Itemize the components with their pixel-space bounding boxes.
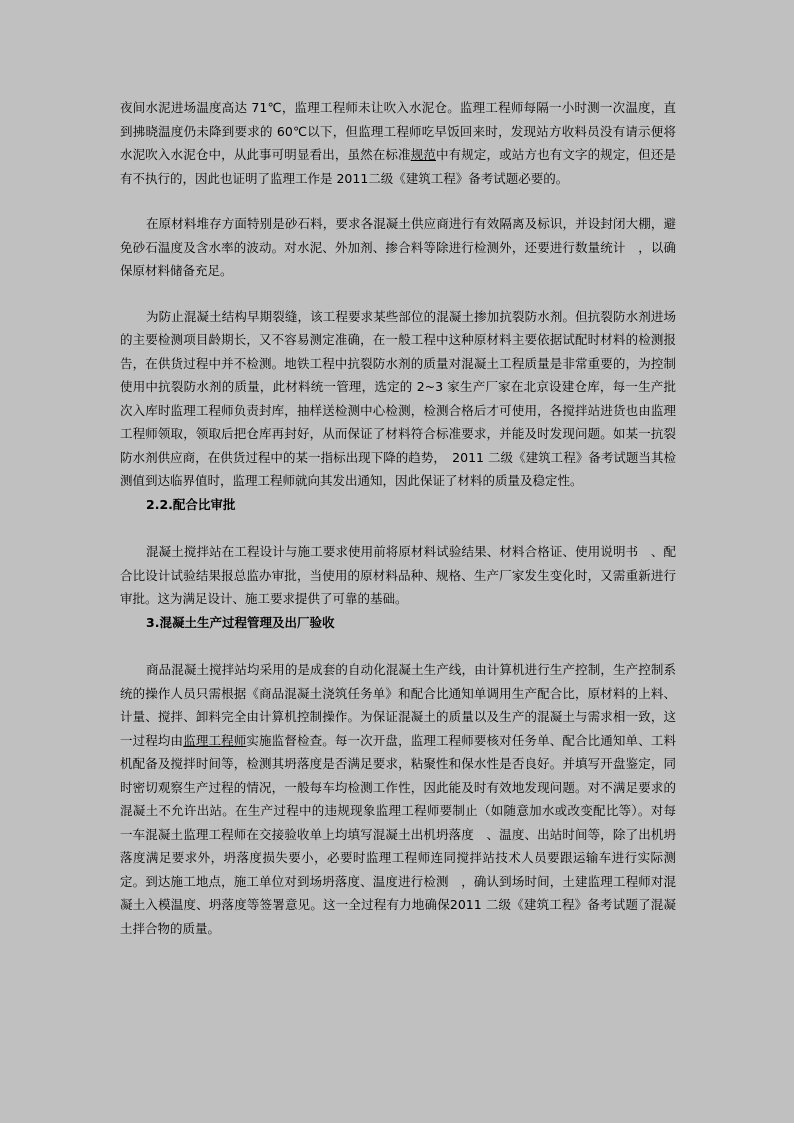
paragraph-production-process: 商品混凝土搅拌站均采用的是成套的自动化混凝土生产线，由计算机进行生产控制，生产控制系统的操作人员只需根据《商品混凝土浇筑任务单》和配合比通知单调用生产配合比，原材料的上料、计量、搅拌、卸料完全由计算机控制操作。为保证混凝土的质量以及生产的混凝土与需求相一致，这一过程均由监理工程师实施监督检查。每一次开盘，监理工程师要核对任务单、配合比通知单、工料机配备及搅拌时间等，检测其坍落度是否满足要求，粘聚性和保水性是否良好。并填写开盘鉴定，同时密切观察生产过程的情况，一般每车均检测工作性，因此能及时有效地发现问题。对不满足要求的混凝土不允许出站。在生产过程中的违规现象监理工程师要制止（如随意加水或改变配比等）。对每一车混凝土监理工程师在交接验收单上均填写混凝土出机坍落度 、温度、出站时间等，除了出机坍落度满足要求外，坍落度损失要小，必要时监理工程师连同搅拌站技术人员要跟运输车进行实际测定。到达施工地点，施工单位对到场坍落度、温度进行检测 ，确认到场时间，土建监理工程师对混凝土入模温度、坍落度等签署意见。这一全过程有力地确保2011 二级《建筑工程》备考试题了混凝土拌合物的质量。 <box>120 662 676 936</box>
paragraph-cement-temperature: 夜间水泥进场温度高达 71℃，监理工程师未让吹入水泥仓。监理工程师每隔一小时测一次温度，直到拂晓温度仍未降到要求的 60℃以下，但监理工程师吃早饭回来时，发现站方收料员没有请示便将水泥吹入水泥仓中，从此事可明显看出，虽然在标准规范中有规定，或站方也有文字的规定，但还是有不执行的，因此也证明了监理工作是 2011二级《建筑工程》备考试题必要的。 <box>120 100 676 186</box>
underlined-term: 规范 <box>410 147 436 162</box>
document-page <box>120 96 676 940</box>
underlined-term: 监理工程师 <box>183 732 247 748</box>
paragraph-anti-crack-agent: 为防止混凝土结构早期裂缝，该工程要求某些部位的混凝土掺加抗裂防水剂。但抗裂防水剂进场的主要检测项目龄期长，又不容易测定准确，在一般工程中这种原材料主要依据试配时材料的检测报告，在供货过程中并不检测。地铁工程中抗裂防水剂的质量对混凝土工程质量是非常重要的，为控制使用中抗裂防水剂的质量，此材料统一管理，选定的 2~3 家生产厂家在北京设建仓库，每一生产批次入库时监理工程师负责封库，抽样送检测中心检测，检测合格后才可使用，各搅拌站进货也由监理工程师领取，领取后把仓库再封好，从而保证了材料符合标准要求，并能及时发现问题。如某一抗裂防水剂供应商，在供货过程中的某一指标出现下降的趋势， 2011 二级《建筑工程》备考试题当其检测值到达临界值时，监理工程师就向其发出通知，因此保证了材料的质量及稳定性。 <box>120 308 676 488</box>
section-heading-production-process: 3.混凝土生产过程管理及出厂验收 <box>146 614 335 630</box>
paragraph-mix-approval: 混凝土搅拌站在工程设计与施工要求使用前将原材料试验结果、材料合格证、使用说明书 、配合比设计试验结果报总监办审批，当使用的原材料品种、规格、生产厂家发生变化时，又需重新进行审批。这为满足设计、施工要求提供了可靠的基础。 <box>120 544 676 606</box>
paragraph-raw-material-storage: 在原材料堆存方面特别是砂石料，要求各混凝土供应商进行有效隔离及标识，并设封闭大棚，避免砂石温度及含水率的波动。对水泥、外加剂、掺合料等除进行检测外，还要进行数量统计 ，以确保原材料储备充足。 <box>120 216 676 278</box>
section-heading-mix-approval: 2.2.配合比审批 <box>146 496 236 512</box>
